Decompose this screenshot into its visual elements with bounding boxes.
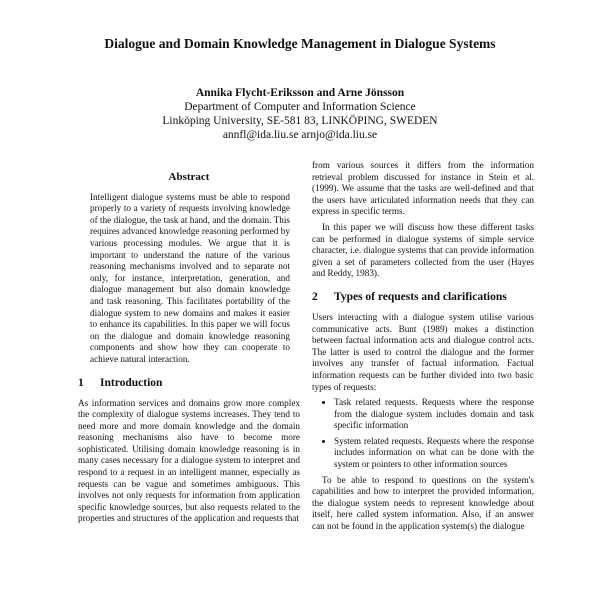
section-2-paragraph-2: To be able to respond to questions on the system's capabilities and how to interpret the provided information, the dialogue system needs to represent knowledge about itself, here called system information. Also, if an answer can not be found in the application system(s) the dialogue — [312, 474, 534, 532]
section-1-paragraph: As information services and domains grow more complex the complexity of dialogue systems increases. They tend to need more and more domain knowledge and the domain reasoning mechanisms also have to become more sophisticated. Utilising domain knowledge reasoning is in many cases necessary for a dialogue system to interpret and respond to a request in an intelligent manner, especially as requests can be vague and sometimes ambiguous. This involves not only requests for information from application specific knowledge sources, but also requests related to the properties and structures of the application and requests that — [78, 397, 300, 524]
right-paragraph-2: In this paper we will discuss how these different tasks can be performed in dialogue systems of simple service character, i.e. dialogue systems that can provide information given a set of parameters collected from the user (Hayes and Reddy, 1983). — [312, 221, 534, 279]
author-block — [60, 86, 540, 142]
list-item: • Task related requests. Requests where the response from the dialogue system includes domain and task specific information — [334, 397, 534, 432]
right-column — [312, 160, 534, 537]
author-names: Annika Flycht-Eriksson and Arne Jönsson — [195, 87, 405, 99]
left-column — [78, 172, 300, 529]
section-2-paragraph-1: Users interacting with a dialogue system utilise various communicative acts. Bunt (1989) makes a distinction between factual information acts and dialogue control acts. The latter is used to control the dialogue and the former involves any transfer of factual information. Factual information requests can be further divided into two basic types of requests: — [312, 311, 534, 392]
author-department: Department of Computer and Information Science — [184, 101, 416, 113]
section-1-title: Introduction — [100, 376, 163, 389]
section-1-heading — [78, 376, 300, 390]
abstract-text: Intelligent dialogue systems must be able to respond properly to a variety of requests involving knowledge of the dialogue, the task at hand, and the domain. This requires advanced knowledge reasoning performed by various processing modules. We argue that it is important to understand the nature of the various reasoning mechanisms involved and to separate not only, for instance, interpretation, generation, and dialogue management but also domain knowledge and task reasoning. This facilitates portability of the dialogue system to new domains and makes it easier to enhance its capabilities. In this paper we will focus on the dialogue and domain knowledge reasoning components and show how they can cooperate to achieve natural interaction. — [90, 191, 290, 364]
request-types-list — [312, 397, 534, 471]
paper-title: Dialogue and Domain Knowledge Management in Dialogue Systems — [104, 36, 496, 51]
author-emails: annfl@ida.liu.se arnjo@ida.liu.se — [222, 129, 378, 141]
section-2-number: 2 — [312, 290, 318, 303]
section-1-number: 1 — [78, 376, 84, 389]
section-2-title: Types of requests and clarifications — [334, 290, 507, 303]
abstract-body — [78, 192, 300, 366]
section-2-heading — [312, 290, 534, 304]
author-university: Linköping University, SE-581 83, LINKÖPING, SWEDEN — [162, 115, 438, 127]
abstract-heading: Abstract — [168, 171, 210, 183]
list-item: • System related requests. Requests where the response includes information on what can be done with the system or pointers to other information sources — [334, 436, 534, 471]
right-paragraph-1: from various sources it differs from the information retrieval problem discussed for instance in Stein et al. (1999). We assume that the tasks are well-defined and that the users have articulated information needs that they can express in specific terms. — [312, 160, 534, 217]
